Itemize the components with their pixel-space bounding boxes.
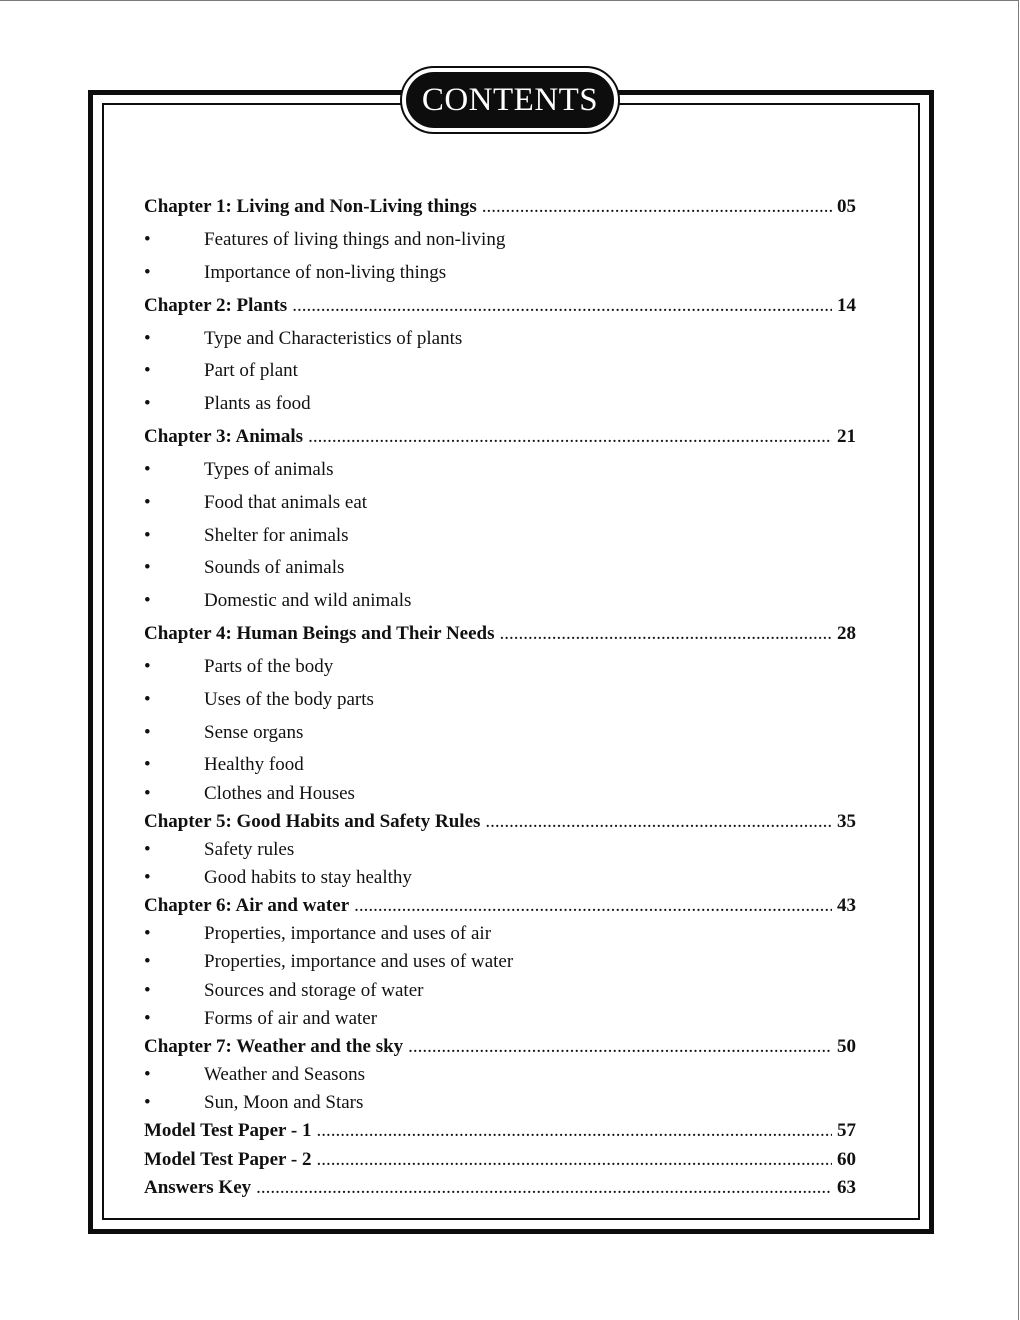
toc-chapter-entry	[144, 1034, 856, 1060]
bullet-icon: •	[144, 393, 151, 414]
topic-text: Plants as food	[204, 393, 311, 414]
bullet-icon: •	[144, 492, 151, 513]
toc-chapter-entry	[144, 194, 856, 220]
topic-text: Domestic and wild animals	[204, 590, 412, 611]
bullet-icon: •	[144, 1092, 151, 1113]
toc-topic-item	[144, 654, 856, 680]
dot-leader	[316, 1118, 832, 1144]
bullet-icon: •	[144, 262, 151, 283]
page-number: 63	[837, 1177, 856, 1198]
dot-leader	[292, 293, 832, 319]
toc-topic-item	[144, 326, 856, 352]
topic-text: Sense organs	[204, 722, 304, 743]
bullet-icon: •	[144, 980, 151, 1001]
toc-topic-item	[144, 1006, 856, 1032]
bullet-icon: •	[144, 923, 151, 944]
page-title: CONTENTS	[406, 72, 614, 128]
dot-leader	[485, 809, 832, 835]
toc-topic-item	[144, 1090, 856, 1116]
topic-text: Features of living things and non-living	[204, 229, 506, 250]
topic-text: Sun, Moon and Stars	[204, 1092, 364, 1113]
dot-leader	[500, 621, 833, 647]
bullet-icon: •	[144, 951, 151, 972]
topic-text: Forms of air and water	[204, 1008, 378, 1029]
chapter-title: Chapter 1: Living and Non-Living things	[144, 196, 477, 217]
chapter-title: Chapter 6: Air and water	[144, 895, 350, 916]
toc-chapter-entry	[144, 293, 856, 319]
page-number: 35	[837, 811, 856, 832]
toc-chapter-entry	[144, 424, 856, 450]
topic-text: Part of plant	[204, 360, 298, 381]
toc-topic-item	[144, 921, 856, 947]
page-number: 43	[837, 895, 856, 916]
topic-text: Type and Characteristics of plants	[204, 328, 463, 349]
bullet-icon: •	[144, 839, 151, 860]
bullet-icon: •	[144, 1008, 151, 1029]
toc-topic-item	[144, 555, 856, 581]
chapter-title: Model Test Paper - 1	[144, 1120, 312, 1141]
bullet-icon: •	[144, 328, 151, 349]
toc-topic-item	[144, 490, 856, 516]
bullet-icon: •	[144, 689, 151, 710]
bullet-icon: •	[144, 867, 151, 888]
toc-chapter-entry	[144, 1118, 856, 1144]
bullet-icon: •	[144, 783, 151, 804]
chapter-title: Chapter 4: Human Beings and Their Needs	[144, 623, 495, 644]
toc-topic-item	[144, 978, 856, 1004]
toc-topic-item	[144, 523, 856, 549]
topic-text: Weather and Seasons	[204, 1064, 365, 1085]
topic-text: Food that animals eat	[204, 492, 368, 513]
page-number: 50	[837, 1036, 856, 1057]
topic-text: Sounds of animals	[204, 557, 345, 578]
chapter-title: Model Test Paper - 2	[144, 1149, 312, 1170]
bullet-icon: •	[144, 754, 151, 775]
toc-topic-item	[144, 781, 856, 807]
topic-text: Properties, importance and uses of air	[204, 923, 492, 944]
dot-leader	[354, 893, 832, 919]
toc-topic-item	[144, 837, 856, 863]
bullet-icon: •	[144, 1064, 151, 1085]
chapter-title: Chapter 7: Weather and the sky	[144, 1036, 404, 1057]
topic-text: Good habits to stay healthy	[204, 867, 412, 888]
toc-topic-item	[144, 391, 856, 417]
page-number: 05	[837, 196, 856, 217]
topic-text: Safety rules	[204, 839, 295, 860]
toc-topic-item	[144, 227, 856, 253]
dot-leader	[316, 1147, 832, 1173]
chapter-title: Chapter 2: Plants	[144, 295, 288, 316]
toc-chapter-entry	[144, 893, 856, 919]
chapter-title: Chapter 3: Animals	[144, 426, 304, 447]
toc-topic-item	[144, 1062, 856, 1088]
bullet-icon: •	[144, 229, 151, 250]
dot-leader	[256, 1175, 832, 1201]
toc-topic-item	[144, 752, 856, 778]
topic-text: Shelter for animals	[204, 525, 349, 546]
page-number: 21	[837, 426, 856, 447]
topic-text: Uses of the body parts	[204, 689, 374, 710]
toc-topic-item	[144, 457, 856, 483]
topic-text: Importance of non-living things	[204, 262, 447, 283]
bullet-icon: •	[144, 557, 151, 578]
page-number: 57	[837, 1120, 856, 1141]
dot-leader	[408, 1034, 832, 1060]
toc-topic-item	[144, 865, 856, 891]
topic-text: Properties, importance and uses of water	[204, 951, 514, 972]
page-number: 14	[837, 295, 856, 316]
bullet-icon: •	[144, 459, 151, 480]
chapter-title: Chapter 5: Good Habits and Safety Rules	[144, 811, 481, 832]
toc-topic-item	[144, 720, 856, 746]
topic-text: Types of animals	[204, 459, 334, 480]
toc-chapter-entry	[144, 621, 856, 647]
toc-chapter-entry	[144, 1147, 856, 1173]
toc-chapter-entry	[144, 809, 856, 835]
dot-leader	[482, 194, 832, 220]
toc-topic-item	[144, 358, 856, 384]
bullet-icon: •	[144, 656, 151, 677]
toc-topic-item	[144, 260, 856, 286]
bullet-icon: •	[144, 722, 151, 743]
toc-chapter-entry	[144, 1175, 856, 1201]
toc-topic-item	[144, 949, 856, 975]
page-number: 60	[837, 1149, 856, 1170]
bullet-icon: •	[144, 525, 151, 546]
topic-text: Clothes and Houses	[204, 783, 355, 804]
bullet-icon: •	[144, 590, 151, 611]
chapter-title: Answers Key	[144, 1177, 252, 1198]
toc-topic-item	[144, 687, 856, 713]
topic-text: Parts of the body	[204, 656, 334, 677]
bullet-icon: •	[144, 360, 151, 381]
toc-topic-item	[144, 588, 856, 614]
topic-text: Healthy food	[204, 754, 304, 775]
page-number: 28	[837, 623, 856, 644]
topic-text: Sources and storage of water	[204, 980, 424, 1001]
dot-leader	[308, 424, 832, 450]
